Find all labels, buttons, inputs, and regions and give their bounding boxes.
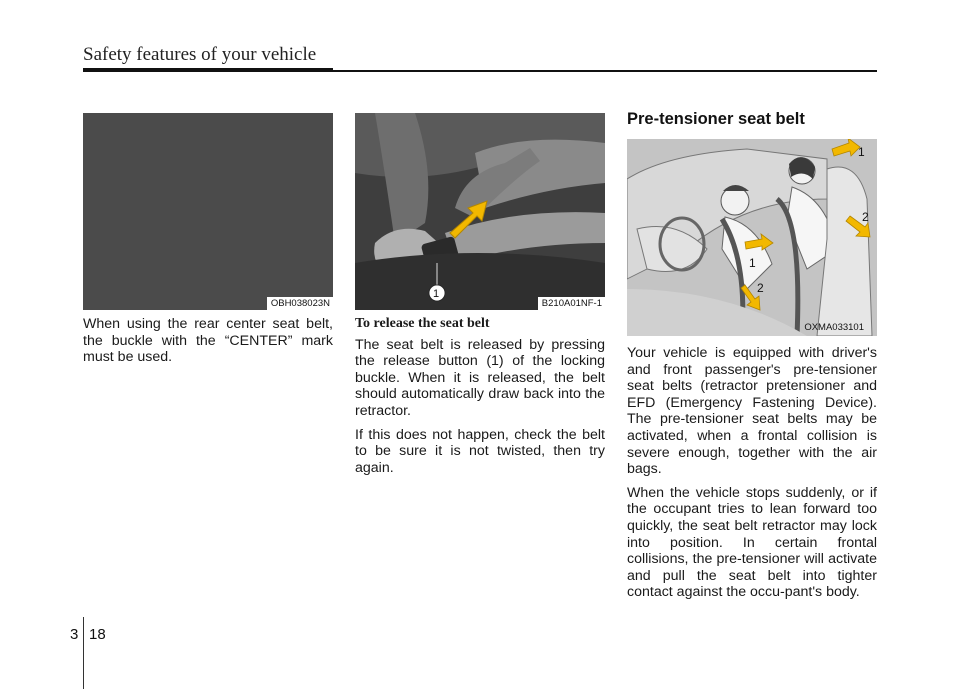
release-subheading: To release the seat belt bbox=[355, 316, 490, 331]
pretensioner-illustration bbox=[627, 139, 877, 336]
column-1 bbox=[83, 316, 333, 373]
callout-2-right: 2 bbox=[862, 210, 869, 224]
release-belt-illustration bbox=[355, 113, 605, 310]
rear-center-paragraph: When using the rear center seat belt, the buckle with the “CENTER” mark must be used. bbox=[83, 316, 333, 366]
chapter-number: 3 bbox=[70, 626, 79, 643]
pretensioner-paragraph-2: When the vehicle stops suddenly, or if the occupant tries to lean forward too quickly, the seat belt retractor may lock into position. In certain frontal collisions, the pre-tensioner will activate and pull the seat belt into tighter contact against the occu-pant's body. bbox=[627, 484, 877, 601]
release-paragraph-1: The seat belt is released by pressing the release button (1) of the locking buckle. When it is released, the belt should automatically draw back into the retractor. bbox=[355, 336, 605, 419]
figure-pretensioner bbox=[627, 139, 877, 336]
figure-code: B210A01NF-1 bbox=[538, 297, 605, 310]
page-number: 18 bbox=[89, 626, 106, 643]
pretensioner-paragraph-1: Your vehicle is equipped with driver's and front passenger's pre-tensioner seat belts (retractor pretensioner and EFD (Emergency Fastening Device). The pre-tensioner seat belts may be activated, when a frontal collision is severe enough, together with the air bags. bbox=[627, 345, 877, 478]
callout-1-lower: 1 bbox=[749, 256, 756, 270]
figure-rear-center-belt bbox=[83, 113, 333, 310]
release-button-callout: 1 bbox=[433, 288, 440, 300]
column-3 bbox=[627, 345, 877, 608]
release-paragraph-2: If this does not happen, check the belt to be sure it is not twisted, then try again. bbox=[355, 426, 605, 476]
callout-2-lower: 2 bbox=[757, 281, 764, 295]
column-2 bbox=[355, 316, 605, 483]
header-rule-thin bbox=[333, 70, 877, 72]
section-title: Pre-tensioner seat belt bbox=[627, 110, 805, 128]
figure-code: OBH038023N bbox=[267, 297, 333, 310]
callout-1-top: 1 bbox=[858, 145, 865, 159]
figure-code: OXMA033101 bbox=[804, 322, 864, 333]
header-rule-thick bbox=[83, 68, 333, 72]
header-title: Safety features of your vehicle bbox=[83, 44, 317, 65]
footer-divider bbox=[83, 617, 84, 689]
figure-release-belt bbox=[355, 113, 605, 310]
